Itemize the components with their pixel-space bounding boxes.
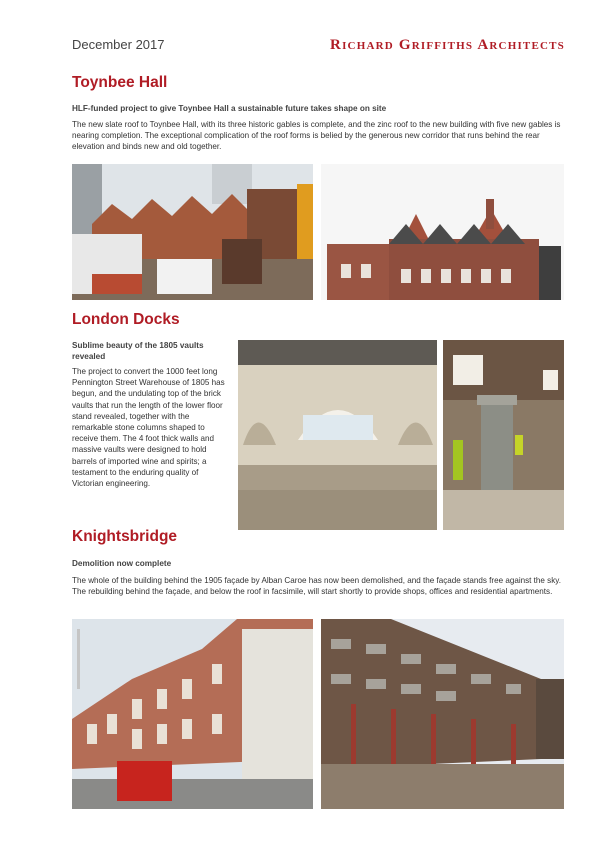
photo-docks-vault [238,340,437,530]
section-subtitle-docks: Sublime beauty of the 1805 vaults revealed [72,341,204,361]
section-title-knightsbridge: Knightsbridge [72,528,178,545]
photo-docks-column [443,340,564,530]
photo-toynbee-elevation [321,164,564,300]
section-body-docks: The project to convert the 1000 feet long Pennington Street Warehouse of 1805 has begun, and the undulating top of the brick vaults that run the length of the lower floor stand revealed, together with the remarkable stone columns shaped to receive them. The 4 foot thick walls and massive vaults were designed to hold barrels of imported wine and spirits; a testament to the enduring quality of Victorian engineering. [72,367,225,489]
section-body-toynbee: The new slate roof to Toynbee Hall, with its three historic gables is complete, and the zinc roof to the new building with five new gables is nearing completion. The exceptional complication of the roof forms is belied by the generous new corridor that runs behind the rear elevation and binds new and old together. [72,120,561,152]
section-body-knightsbridge: The whole of the building behind the 1905 façade by Alban Caroe has now been demolished, and the façade stands free against the sky. The rebuilding behind the façade, and below the roof in facsimile, will start shortly to provide shops, offices and residential apartments. [72,576,561,597]
firm-name: Richard Griffiths Architects [330,37,565,53]
photo-toynbee-site [72,164,313,300]
photo-knightsbridge-street [72,619,313,809]
newsletter-date: December 2017 [72,37,165,52]
section-subtitle-knightsbridge: Demolition now complete [72,559,172,568]
photo-knightsbridge-facade [321,619,564,809]
section-title-toynbee: Toynbee Hall [72,74,168,91]
section-title-docks: London Docks [72,311,180,328]
section-subtitle-toynbee: HLF-funded project to give Toynbee Hall a sustainable future takes shape on site [72,104,387,113]
